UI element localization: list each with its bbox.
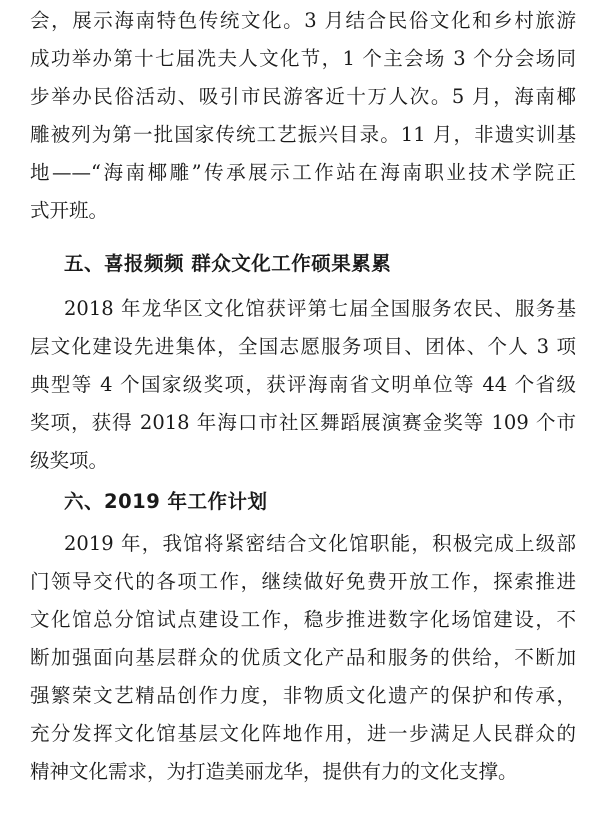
paragraph-line: 断加强面向基层群众的优质文化产品和服务的供给，不断加	[30, 646, 576, 669]
paragraph-line: 门领导交代的各项工作，继续做好免费开放工作，探索推进	[30, 570, 576, 593]
paragraph-line: 地——“海南椰雕”传承展示工作站在海南职业技术学院正	[30, 161, 576, 184]
paragraph-line: 会，展示海南特色传统文化。3 月结合民俗文化和乡村旅游	[30, 9, 576, 32]
paragraph-line: 强繁荣文艺精品创作力度，非物质文化遗产的保护和传承，	[30, 684, 576, 707]
paragraph-line: 步举办民俗活动、吸引市民游客近十万人次。5 月，海南椰	[30, 85, 576, 108]
paragraph-line: 2018 年龙华区文化馆获评第七届全国服务农民、服务基	[64, 297, 576, 320]
paragraph-line: 式开班。	[30, 199, 109, 222]
paragraph-line: 典型等 4 个国家级奖项，获评海南省文明单位等 44 个省级	[30, 373, 576, 396]
paragraph-line: 层文化建设先进集体，全国志愿服务项目、团体、个人 3 项	[30, 335, 576, 358]
paragraph-line: 雕被列为第一批国家传统工艺振兴目录。11 月，非遗实训基	[30, 123, 576, 146]
paragraph-line: 奖项，获得 2018 年海口市社区舞蹈展演赛金奖等 109 个市	[30, 411, 576, 434]
section-heading-five: 五、喜报频频 群众文化工作硕果累累	[64, 252, 392, 275]
paragraph-line: 充分发挥文化馆基层文化阵地作用，进一步满足人民群众的	[30, 722, 576, 745]
paragraph-line: 级奖项。	[30, 449, 109, 472]
paragraph-line: 成功举办第十七届冼夫人文化节，1 个主会场 3 个分会场同	[30, 47, 576, 70]
paragraph-line: 精神文化需求，为打造美丽龙华，提供有力的文化支撑。	[30, 760, 518, 783]
paragraph-line: 文化馆总分馆试点建设工作，稳步推进数字化场馆建设，不	[30, 608, 576, 631]
section-heading-six: 六、2019 年工作计划	[64, 490, 268, 513]
paragraph-line: 2019 年，我馆将紧密结合文化馆职能，积极完成上级部	[64, 532, 576, 555]
